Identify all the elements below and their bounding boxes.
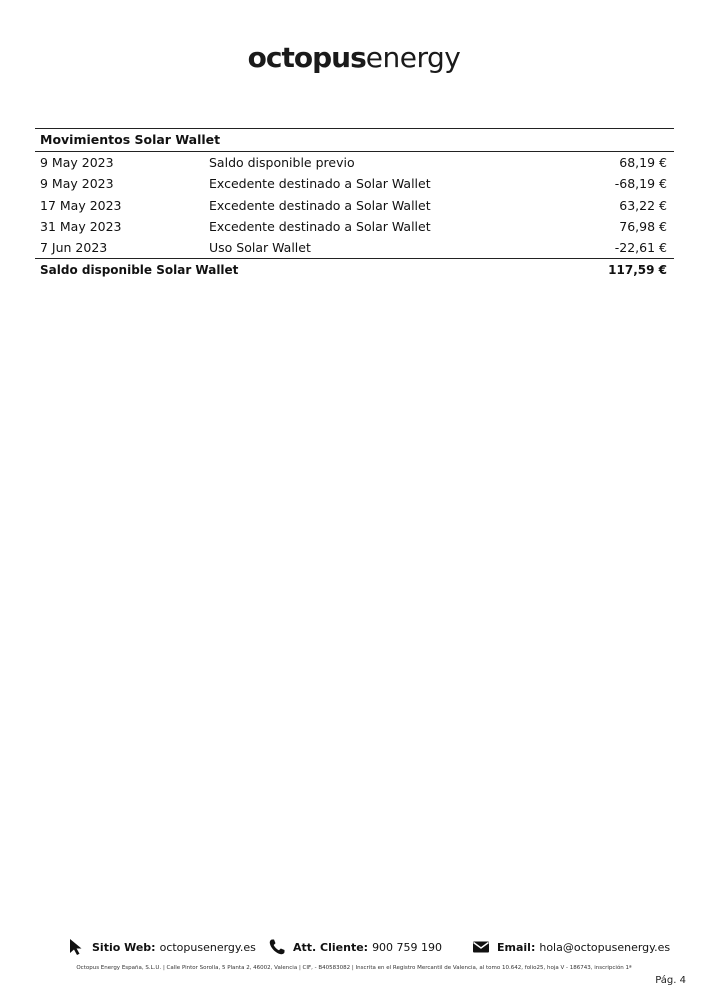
email-contact[interactable]: [472, 938, 670, 956]
website-contact[interactable]: [67, 938, 256, 956]
table-row: [35, 216, 674, 237]
row-amount: -22,61 €: [614, 240, 667, 256]
phone-label: Att. Cliente:: [293, 940, 369, 954]
logo-light-text: energy: [365, 41, 461, 74]
table-row: [35, 173, 674, 194]
row-description: Excedente destinado a Solar Wallet: [209, 197, 431, 213]
legal-notice: Octopus Energy España, S.L.U. | Calle Pintor Sorolla, 5 Planta 2, 46002, Valencia | CIF, - B40583082 | Inscrita en el Registro Mercantil de Valencia, al tomo 10.642, folio25, hoja V - 186743, inscripción 1ª: [76, 965, 632, 971]
website-link[interactable]: octopusenergy.es: [159, 940, 256, 954]
row-description: Saldo disponible previo: [209, 155, 355, 170]
phone-contact[interactable]: [268, 938, 442, 956]
total-amount: 117,59 €: [608, 263, 667, 278]
table-row: [35, 152, 674, 173]
row-description: Excedente destinado a Solar Wallet: [209, 176, 431, 192]
email-link[interactable]: hola@octopusenergy.es: [539, 940, 671, 954]
total-row: [35, 258, 674, 281]
mail-icon: [472, 938, 490, 956]
email-label: Email:: [497, 940, 536, 954]
row-amount: -68,19 €: [614, 176, 667, 192]
row-date: 7 Jun 2023: [40, 240, 108, 256]
table-row: [35, 237, 674, 258]
row-date: 31 May 2023: [40, 218, 122, 234]
contact-footer: [0, 938, 708, 960]
phone-number[interactable]: 900 759 190: [372, 940, 443, 954]
row-date: 17 May 2023: [40, 197, 122, 213]
row-date: 9 May 2023: [40, 176, 114, 192]
table-row: [35, 195, 674, 216]
brand-logo: [0, 41, 708, 74]
row-description: Uso Solar Wallet: [209, 240, 311, 256]
row-amount: 76,98 €: [619, 218, 667, 234]
cursor-icon: [67, 938, 85, 956]
row-date: 9 May 2023: [40, 155, 114, 170]
page-number: Pág. 4: [655, 975, 686, 986]
solar-wallet-table: [35, 128, 674, 281]
logo-bold-text: octopus: [247, 41, 366, 74]
row-amount: 68,19 €: [619, 155, 667, 170]
row-description: Excedente destinado a Solar Wallet: [209, 218, 431, 234]
table-title: Movimientos Solar Wallet: [35, 129, 674, 152]
total-label: Saldo disponible Solar Wallet: [40, 263, 239, 278]
row-amount: 63,22 €: [619, 197, 667, 213]
website-label: Sitio Web:: [92, 940, 156, 954]
phone-icon: [268, 938, 286, 956]
